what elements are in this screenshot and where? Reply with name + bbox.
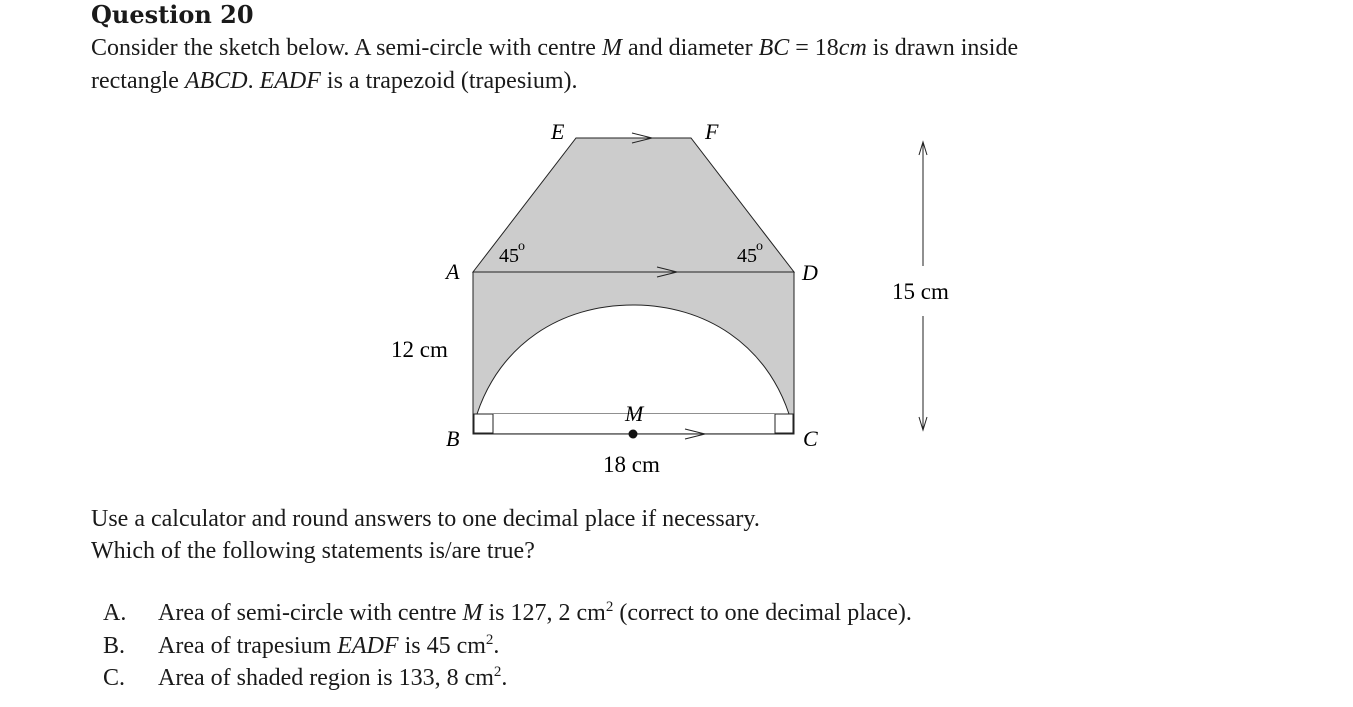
var-abcd: ABCD <box>184 68 248 94</box>
intro-text: is drawn inside <box>866 35 1019 61</box>
angle-right-label: 45 <box>737 245 757 267</box>
intro-text: and diameter <box>621 35 759 61</box>
option-superscript: 2 <box>605 599 614 615</box>
label-m: M <box>625 401 644 426</box>
label-a: A <box>446 259 460 284</box>
option-var: M <box>462 600 483 626</box>
option-letter: A. <box>103 600 127 626</box>
base-label: 18 cm <box>603 452 660 477</box>
var-eadf: EADF <box>259 68 321 94</box>
option-text: . <box>493 633 500 659</box>
label-c: C <box>803 426 818 451</box>
height-label: 15 cm <box>892 279 949 304</box>
label-b: B <box>446 426 460 451</box>
question-title: Question 20 <box>91 0 254 29</box>
unit-cm: cm <box>838 35 867 61</box>
intro-text: = 18 <box>789 35 839 61</box>
instruction-line-2: Which of the following statements is/are true? <box>91 538 535 564</box>
option-text: . <box>501 665 508 691</box>
option-text: Area of semi-circle with centre <box>158 600 463 626</box>
label-e: E <box>551 119 565 144</box>
centre-m-dot <box>629 430 638 439</box>
option-superscript: 2 <box>485 632 494 648</box>
option-text: Area of trapesium <box>158 633 338 659</box>
var-bc: BC <box>758 35 790 61</box>
intro-text: Consider the sketch below. A semi-circle with centre <box>91 35 602 61</box>
option-c[interactable] <box>103 656 507 694</box>
intro-text: is a trapezoid (trapesium). <box>320 68 578 94</box>
intro-text: . <box>247 68 260 94</box>
option-letter: C. <box>103 665 126 691</box>
option-text: is 127, 2 cm <box>482 600 606 626</box>
angle-left-label: 45 <box>499 245 519 267</box>
side-label: 12 cm <box>391 337 448 362</box>
option-letter: B. <box>103 633 126 659</box>
angle-left-degree: o <box>518 239 525 254</box>
option-text: is 45 cm <box>398 633 486 659</box>
option-text: (correct to one decimal place). <box>613 600 912 626</box>
right-angle-b <box>474 414 493 433</box>
intro-text: rectangle <box>91 68 185 94</box>
instruction-line-1: Use a calculator and round answers to one decimal place if necessary. <box>91 506 760 532</box>
angle-right-degree: o <box>756 239 763 254</box>
var-m: M <box>601 35 622 61</box>
label-d: D <box>802 260 818 285</box>
option-var: EADF <box>337 633 399 659</box>
option-superscript: 2 <box>493 664 502 680</box>
right-angle-c <box>775 414 793 433</box>
option-text: Area of shaded region is 133, 8 cm <box>158 665 494 691</box>
label-f: F <box>705 119 719 144</box>
